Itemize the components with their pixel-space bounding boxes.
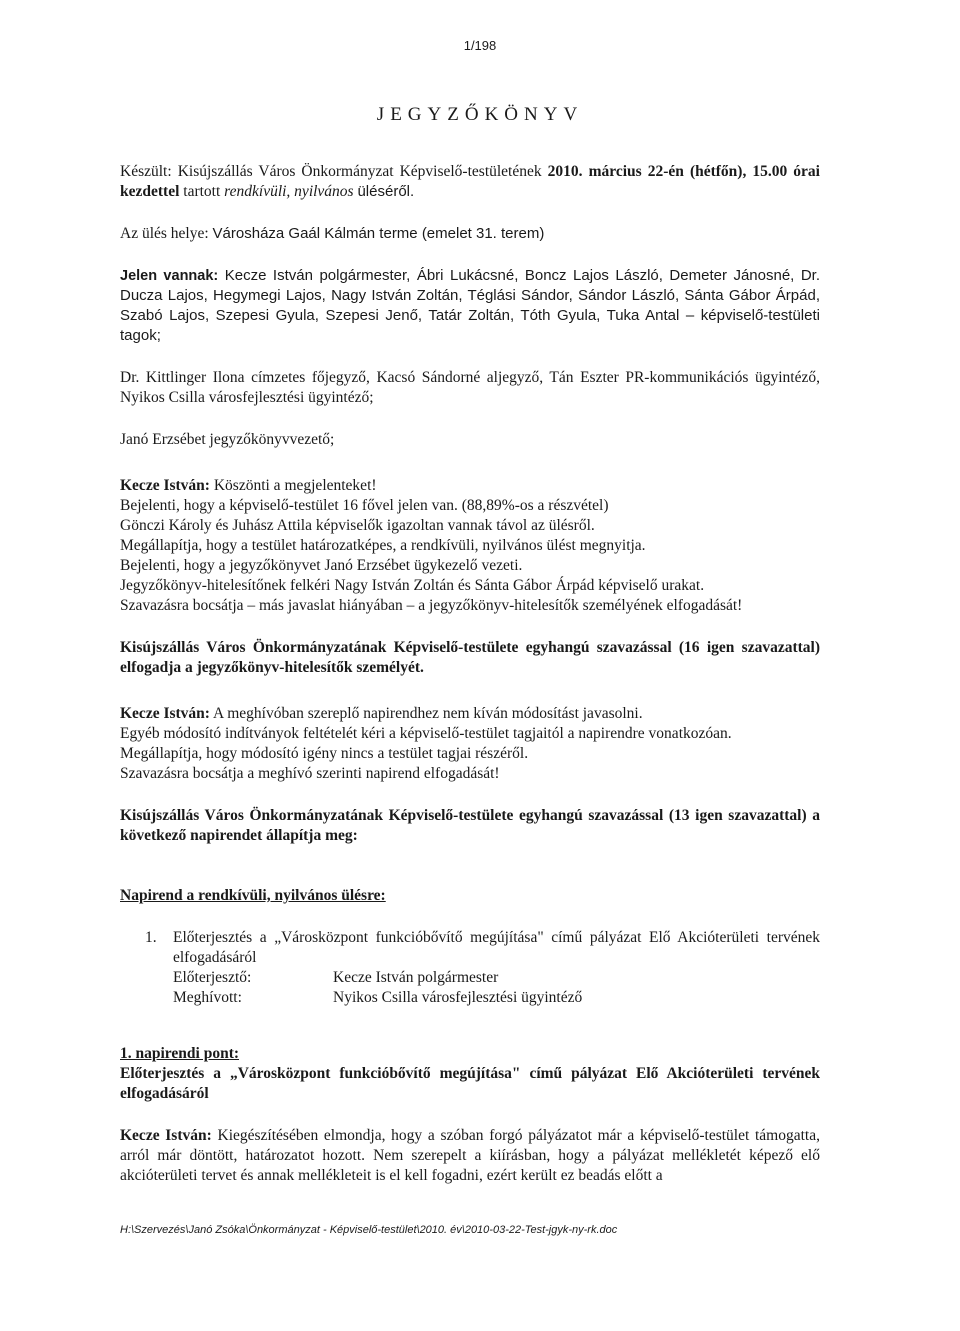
page-number: 1/198 (463, 38, 497, 53)
greeting: Köszönti a megjelenteket! (213, 477, 377, 494)
presenter-label: Előterjesztő: (173, 969, 252, 986)
point-1-title: Előterjesztés a „Városközpont funkcióbővítő megújítása" című pályázat Elő Akcióterületi tervének elfogadásáról (120, 1065, 820, 1102)
venue-label: Az ülés helye: (120, 225, 209, 242)
minutes-taker: Janó Erzsébet jegyzőkönyvvezető; (120, 431, 335, 448)
prepared-text-3: üléséről. (357, 183, 415, 200)
session-date: 2010. március 22-én (hétfőn), 15.00 órai kezdettel (120, 163, 820, 200)
resolution-2: Kisújszállás Város Önkormányzatának Képviselő-testülete egyhangú szavazással (13 igen szavazattal) a következő napirendet állapítja meg: (120, 807, 820, 844)
officials-paragraph: Dr. Kittlinger Ilona címzetes főjegyző, Kacsó Sándorné aljegyző, Tán Eszter PR-kommunikációs ügyintéző, Nyikos Csilla városfejlesztési ügyintéző; (120, 369, 820, 406)
prepared-label: Készült: (120, 163, 172, 180)
agenda-intro-line: Egyéb módosító indítványok feltételét kéri a képviselő-testület tagjaitól a napirendre vonatkozóan. (120, 725, 732, 742)
attendees-label: Jelen vannak: (120, 268, 219, 284)
prepared-paragraph (120, 162, 820, 202)
opening-line: Megállapítja, hogy a testület határozatképes, a rendkívüli, nyilvános ülést megnyitja. (120, 537, 646, 554)
speaker-name: Kecze István: (120, 705, 210, 722)
venue-paragraph (120, 224, 820, 244)
opening-line: Bejelenti, hogy a képviselő-testület 16 fővel jelen van. (88,89%-os a részvétel) (120, 497, 609, 514)
opening-line: Jegyzőkönyv-hitelesítőnek felkéri Nagy István Zoltán és Sánta Gábor Árpád képviselő urakat. (120, 577, 705, 594)
point-1-text: Kiegészítésében elmondja, hogy a szóban forgó pályázatot már a képviselő-testület támogatta, arról már döntött, határozatot hozott. Nem szerepelt a kiírásban, hogy a pályázat mellékletét képező elő akcióterületi tervet és annak mellékleteit is el kell fogadni, ezért került ez beadás előtt a (120, 1127, 820, 1184)
session-type: rendkívüli, nyilvános (224, 183, 354, 200)
document-title: JEGYZŐKÖNYV (376, 104, 584, 125)
opening-line: Szavazásra bocsátja – más javaslat hiányában – a jegyzőkönyv-hitelesítők személyének elfogadását! (120, 597, 743, 614)
footer-file-path: H:\Szervezés\Janó Zsóka\Önkormányzat - Képviselő-testület\2010. év\2010-03-22-Test-jgyk-ny-rk.doc (120, 1224, 618, 1236)
agenda-intro-line: A meghívóban szereplő napirendhez nem kíván módosítást javasolni. (213, 705, 643, 722)
document-body (120, 162, 820, 1186)
invited-value: Nyikos Csilla városfejlesztési ügyintéző (333, 989, 583, 1006)
invited-label: Meghívott: (173, 989, 242, 1006)
agenda-intro-line: Szavazásra bocsátja a meghívó szerinti napirend elfogadását! (120, 765, 500, 782)
agenda-item (145, 928, 820, 1008)
point-1-heading: 1. napirendi pont: (120, 1045, 240, 1062)
venue-text: Városháza Gaál Kálmán terme (emelet 31. terem) (212, 225, 545, 242)
resolution-1: Kisújszállás Város Önkormányzatának Képviselő-testülete egyhangú szavazással (16 igen szavazattal) elfogadja a jegyzőkönyv-hitelesítők személyét. (120, 639, 820, 676)
agenda-item-title: Előterjesztés a „Városközpont funkcióbővítő megújítása" című pályázat Elő Akcióterületi tervének elfogadásáról (173, 929, 820, 966)
agenda-heading: Napirend a rendkívüli, nyilvános ülésre: (120, 887, 386, 904)
speaker-name: Kecze István: (120, 477, 210, 494)
opening-line: Gönczi Károly és Juhász Attila képviselők igazoltan vannak távol az ülésről. (120, 517, 595, 534)
attendees-text: Kecze István polgármester, Ábri Lukácsné, Boncz Lajos László, Demeter Jánosné, Dr. Ducza Lajos, Hegymegi Lajos, Nagy István Zoltán, Téglási Sándor, Sándor László, Sánta Gábor Árpád, Szabó Lajos, Szepesi Gyula, Szepesi Jenő, Tatár Zoltán, Tóth Gyula, Tuka Antal – képviselő-testületi tagok; (120, 267, 820, 344)
agenda-intro-paragraph (120, 704, 820, 784)
opening-paragraph (120, 476, 820, 616)
agenda-item-number: 1. (145, 929, 157, 946)
agenda-intro-line: Megállapítja, hogy módosító igény nincs a testület tagjai részéről. (120, 745, 529, 762)
presenter-value: Kecze István polgármester (333, 969, 499, 986)
speaker-name: Kecze István: (120, 1127, 212, 1144)
opening-line: Bejelenti, hogy a jegyzőkönyvet Janó Erzsébet ügykezelő vezeti. (120, 557, 523, 574)
prepared-text-2: tartott (183, 183, 221, 200)
point-1-paragraph (120, 1126, 820, 1186)
attendees-paragraph (120, 266, 820, 346)
prepared-text: Kisújszállás Város Önkormányzat Képviselő-testületének (177, 163, 542, 180)
